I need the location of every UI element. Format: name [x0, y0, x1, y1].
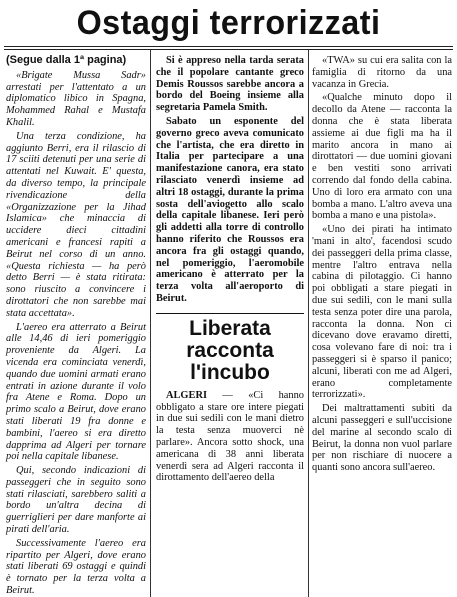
roussos-brief: [156, 55, 304, 305]
col2-paragraph: [156, 390, 304, 484]
subheadline: Liberata racconta l'incubo: [156, 313, 304, 384]
dateline: ALGERI: [166, 389, 207, 401]
column-1: [6, 55, 146, 597]
col2-paragraph-text: — «Ci hanno obbligato a stare ore intere piegati in due sui sedili con le mani dietro la testa senza muoverci nè parlare». Ancora sotto shock, una americana di 38 anni liberata venerdì sera ad Algeri racconta il dirottamento dell'aereo della: [156, 389, 304, 484]
continued-label: (Segue dalla 1ª pagina): [6, 54, 127, 66]
headline-rule: [4, 46, 453, 47]
column-divider: [150, 50, 151, 597]
col1-paragraph: Una terza condizione, ha aggiunto Berri, era il rilascio di 17 sciiti detenuti per una serie di attentati nel Kuwait. E' questa, da diverso tempo, la principale rivendicazione della «Organizzazione per la Jihad Islamica» che minaccia di uccidere dieci cittadini americani e francesi rapiti a Beirut nel corso di un anno. «Questa richiesta — ha però detto Berri — è stata ritirata: sono riuscito a convincere i dirottatori che non sarebbe mai stata accettata».: [6, 130, 146, 319]
col1-paragraph: Successivamente l'aereo era ripartito per Algeri, dove erano stati liberati 69 ostaggi e quindi è tornato per la terza volta a Beirut.: [6, 537, 146, 597]
col1-paragraph: «Brigate Mussa Sadr» arrestati per l'attentato a un diplomatico libico in Spagna, Mohammed Rahal e Mustafa Khalil.: [6, 69, 146, 128]
col3-paragraph: «TWA» su cui era salita con la famiglia di ritorno da una vacanza in Grecia.: [312, 55, 452, 90]
headline: Ostaggi terrorizzati: [76, 4, 381, 42]
col2-bold-paragraph: Si è appreso nella tarda serata che il popolare cantante greco Demis Roussos sarebbe ancora a bordo del Boeing insieme alla segretaria Pamela Smith.: [156, 55, 304, 114]
col1-paragraph: Qui, secondo indicazioni di passeggeri che in seguito sono stati rilasciati, sarebbero saliti a bordo un'altra decina di guerriglieri per dare manforte ai pirati dell'aria.: [6, 465, 146, 536]
column-2: [156, 55, 304, 597]
col2-bold-paragraph: Sabato un esponente del governo greco aveva comunicato che l'artista, che era diretto in Italia per partecipare a una manifestazione canora, era stato rilasciato venerdì insieme ad altri 18 ostaggi, durante la prima sosta dell'aviogetto allo scalo della capitale libanese. Ieri però gli addetti alla torre di controllo hanno riferito che Roussos era ancora fra gli ostaggi quando, nel pomeriggio, l'aeromobile americano è atterrato per la terza volta all'aeroporto di Beirut.: [156, 115, 304, 304]
headline-rule-double: [4, 49, 453, 50]
col1-paragraph: L'aereo era atterrato a Beirut alle 14,46 di ieri pomeriggio proveniente da Algeri. La vicenda era cominciata venerdì, quando due uomini armati erano entrati in azione durante il volo fra Atene e Roma. Dopo un primo scalo a Beirut, dove erano stati liberati 19 fra donne e bambini, l'aereo si era diretto dapprima ad Algeri per tornare poi nella capitale libanese.: [6, 321, 146, 463]
col3-paragraph: «Qualche minuto dopo il decollo da Atene — racconta la donna che è stata liberata assieme ai due figli ma ha il marito ancora in mano ai dirottatori — due uomini giovani e ben vestiti sono arrivati correndo dal fondo della cabina. Uno di loro era armato con una bomba a mano. L'altro aveva una bomba a mano e una pistola».: [312, 92, 452, 222]
column-3: [312, 55, 452, 597]
col3-paragraph: Dei maltrattamenti subiti da alcuni passeggeri e sull'uccisione del marine al secondo scalo di Beirut, la donna non vuol parlare per non rischiare di nuocere a quanti sono ancora sull'aereo.: [312, 403, 452, 474]
col3-paragraph: «Uno dei pirati ha intimato 'mani in alto', facendosi scudo dei passeggeri della prima classe, mentre l'altro entrava nella cabina di pilotaggio. Ci hanno poi obbligati a stare piegati in due sui sedili, con le mani sulla testa senza poter dire una parola, racconta la donna. Non ci dicevano dove eravamo diretti, cosa volevano fare di noi: tra i passeggeri si è sparso il panico; alcuni, liberati con me ad Algeri, erano completamente terrorizzati».: [312, 224, 452, 401]
column-divider: [308, 50, 309, 597]
